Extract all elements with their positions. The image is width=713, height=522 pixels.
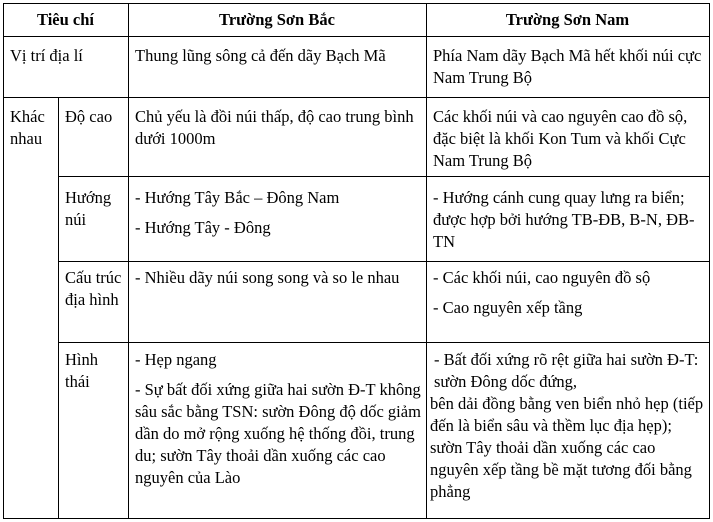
row-label-structure: Cấu trúc địa hình <box>65 268 122 309</box>
structure-south-item-1: - Các khối núi, cao nguyên đồ sộ <box>433 268 651 287</box>
direction-south <box>433 187 705 253</box>
morphology-north-item-1: - Hẹp ngang <box>135 350 217 369</box>
altitude-south: Các khối núi và cao nguyên cao đồ sộ, đặc biệt là khối Kon Tum và khối Cực Nam Trung Bộ <box>433 107 688 170</box>
structure-north <box>135 267 421 289</box>
morphology-north-item-2: - Sự bất đối xứng giữa hai sườn Đ-T không sâu sắc bằng TSN: sườn Đông độ dốc giảm dần do mở rộng xuống hệ thống đồi, trung du; sườn Tây thoải dần xuống các cao nguyên của Lào <box>135 380 421 487</box>
location-north: Thung lũng sông cả đến dãy Bạch Mã <box>135 46 386 65</box>
morphology-south-item-2: bên dải đồng bằng ven biển nhỏ hẹp (tiếp đến là biển sâu và thềm lục địa hẹp); sườn Tây thoải dần xuống các cao nguyên xếp tầng bề mặt tương đối bằng phẳng <box>430 394 704 501</box>
header-truong-son-nam: Trường Sơn Nam <box>505 10 630 29</box>
morphology-south <box>430 349 706 503</box>
altitude-north: Chủ yếu là đồi núi thấp, độ cao trung bình dưới 1000m <box>135 107 414 148</box>
row-label-morphology: Hình thái <box>65 350 98 391</box>
location-south: Phía Nam dãy Bạch Mã hết khối núi cực Nam Trung Bộ <box>433 46 702 87</box>
row-label-direction: Hướng núi <box>65 188 112 229</box>
structure-south <box>433 267 705 319</box>
row-label-altitude: Độ cao <box>65 107 113 126</box>
direction-north-item-1: - Hướng Tây Bắc – Đông Nam <box>135 188 340 207</box>
structure-north-item-1: - Nhiều dãy núi song song và so le nhau <box>135 268 400 287</box>
morphology-south-item-1: - Bất đối xứng rõ rệt giữa hai sườn Đ-T: sườn Đông dốc đứng, <box>434 350 699 391</box>
header-truong-son-bac: Trường Sơn Bắc <box>219 10 335 29</box>
direction-north <box>135 187 421 239</box>
row-label-location: Vị trí địa lí <box>10 46 83 65</box>
header-criteria: Tiêu chí <box>36 10 94 29</box>
direction-north-item-2: - Hướng Tây - Đông <box>135 218 271 237</box>
structure-south-item-2: - Cao nguyên xếp tầng <box>433 298 583 317</box>
morphology-north <box>135 349 421 489</box>
direction-south-item-1: - Hướng cánh cung quay lưng ra biển; được hợp bởi hướng TB-ĐB, B-N, ĐB-TN <box>433 188 695 251</box>
group-label-differences: Khác nhau <box>10 107 45 148</box>
